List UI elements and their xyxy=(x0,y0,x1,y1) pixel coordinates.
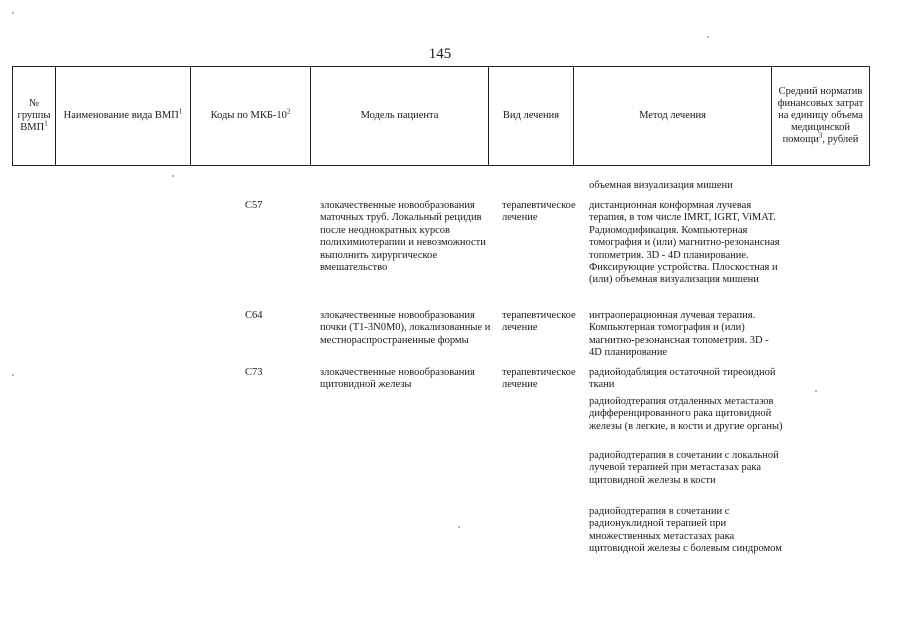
header-treatment-type: Вид лечения xyxy=(489,67,574,166)
header-treatment-method: Метод лечения xyxy=(574,67,772,166)
row-treatment-type: терапевтическое лечение xyxy=(502,200,576,224)
header-average-cost: Средний норматив финансовых затрат на единицу объема медицинской помощи$^3$, рублей xyxy=(772,67,870,166)
row-patient-model: злокачественные новообразования почки (T1-3N0M0), локализованные и местнораспространенные формы xyxy=(320,310,491,346)
row-method: радиойодтерапия отдаленных метастазов дифференцированного рака щитовидной железы (в легкие, в кости и другие органы) xyxy=(589,396,783,432)
scan-speck xyxy=(458,526,460,528)
header-icd-codes: Коды по МКБ-$10^2$ xyxy=(191,67,311,166)
row-code: C57 xyxy=(245,200,263,211)
scan-speck xyxy=(172,175,174,177)
scan-speck xyxy=(12,12,14,14)
scan-speck xyxy=(12,374,14,376)
table-header xyxy=(12,66,870,166)
row-method: радиойодабляция остаточной тиреоидной ткани xyxy=(589,367,776,391)
page-number: 145 xyxy=(428,46,452,62)
header-group-number: № группы ВМП$^1$ xyxy=(13,67,56,166)
row-method: интраоперационная лучевая терапия. Компьютерная томография и (или) магнитно-резонансная топометрия. 3D - 4D планирование xyxy=(589,310,769,359)
row-code: C73 xyxy=(245,367,263,378)
scan-speck xyxy=(815,390,817,392)
scan-speck xyxy=(707,36,709,38)
header-vmp-name: Наименование вида ВМП$^1$ xyxy=(56,67,191,166)
row-patient-model: злокачественные новообразования щитовидной железы xyxy=(320,367,475,391)
row-method: дистанционная конформная лучевая терапия, в том числе IMRT, IGRT, ViMAT. Радиомодификация. Компьютерная томография и (или) магнитно-резонансная топометрия. 3D - 4D планирование. Фиксирующие устройства. Плоскостная и (или) объемная визуализация мишени xyxy=(589,200,780,286)
method-continuation: объемная визуализация мишени xyxy=(589,180,733,191)
row-method: радиойодтерапия в сочетании с радионуклидной терапией при множественных метастазах рака щитовидной железы с болевым синдромом xyxy=(589,506,782,555)
row-method: радиойодтерапия в сочетании с локальной лучевой терапией при метастазах рака щитовидной железы в кости xyxy=(589,450,779,486)
header-patient-model: Модель пациента xyxy=(311,67,489,166)
row-code: C64 xyxy=(245,310,263,321)
row-treatment-type: терапевтическое лечение xyxy=(502,367,576,391)
row-patient-model: злокачественные новообразования маточных труб. Локальный рецидив после неоднократных курсов полихимиотерапии и невозможности выполнить хирургическое вмешательство xyxy=(320,200,486,274)
row-treatment-type: терапевтическое лечение xyxy=(502,310,576,334)
